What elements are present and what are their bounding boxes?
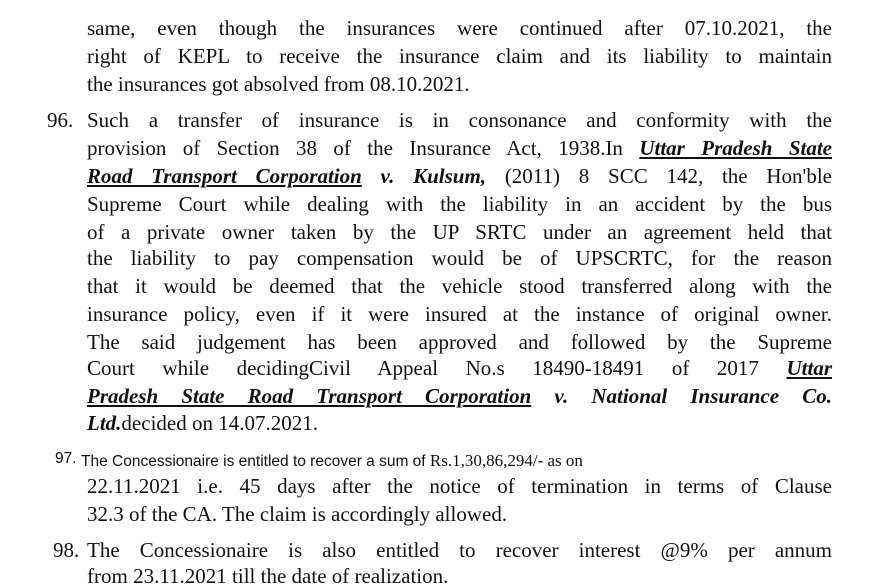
paragraph-96-line-12 (87, 411, 318, 435)
paragraph-96-line-2-text: provision of Section 38 of the Insurance Act, 1938.In (87, 136, 640, 160)
paragraph-96-line-8: insurance policy, even if it were insured at the instance of original owner. (87, 302, 832, 326)
paragraph-98-number: 98. (53, 538, 80, 562)
case-name-kulsum: v. Kulsum, (361, 164, 487, 188)
case-name-uttar-pradesh-part-1: Uttar Pradesh State (639, 136, 832, 160)
paragraph-96-line-10 (87, 356, 832, 380)
paragraph-96-line-6: the liability to pay compensation would be of UPSCRTC, for the reason (87, 246, 832, 270)
paragraph-96-line-5: of a private owner taken by the UP SRTC under an agreement held that (87, 220, 832, 244)
citation-scc: (2011) 8 SCC 142, the Hon'ble (486, 164, 832, 188)
paragraph-96-line-1: Such a transfer of insurance is in consonance and conformity with the (87, 108, 832, 132)
carryover-line-3: the insurances got absolved from 08.10.2021. (87, 72, 470, 96)
carryover-line-2: right of KEPL to receive the insurance claim and its liability to maintain (87, 44, 832, 68)
civil-appeal-text: Court while decidingCivil Appeal No.s 18490-18491 of 2017 (87, 356, 787, 380)
paragraph-97-line-1 (81, 447, 583, 474)
case-name-uttar-pradesh-part-2: Road Transport Corporation (87, 164, 362, 188)
case-name-ltd: Ltd. (87, 411, 122, 435)
case-name-uttar-pradesh-2-part-1: Uttar (786, 356, 832, 380)
paragraph-97-number: 97. (55, 450, 77, 467)
case-name-uttar-pradesh-2-part-2: Pradesh State Road Transport Corporation (87, 384, 532, 408)
paragraph-97-amount: Rs.1,30,86,294/- as on (429, 451, 583, 470)
paragraph-96-line-4: Supreme Court while dealing with the liability in an accident by the bus (87, 192, 832, 216)
paragraph-96-line-9: The said judgement has been approved and followed by the Supreme (87, 330, 832, 354)
paragraph-97-line-1-sans: The Concessionaire is entitled to recover a sum of (81, 453, 430, 470)
paragraph-96-line-11 (87, 384, 832, 408)
paragraph-96-number: 96. (47, 108, 74, 132)
paragraph-98-line-2: from 23.11.2021 till the date of realization. (87, 564, 449, 588)
paragraph-96-line-7: that it would be deemed that the vehicle stood transferred along with the (87, 274, 832, 298)
paragraph-97-line-2: 22.11.2021 i.e. 45 days after the notice of termination in terms of Clause (87, 474, 832, 498)
decision-date-text: decided on 14.07.2021. (121, 411, 318, 435)
paragraph-98-line-1: The Concessionaire is also entitled to recover interest @9% per annum (87, 538, 832, 562)
paragraph-96-line-3 (87, 164, 832, 188)
paragraph-96-line-2 (87, 136, 832, 160)
paragraph-97-line-3: 32.3 of the CA. The claim is accordingly allowed. (87, 502, 508, 526)
case-name-national-insurance: v. National Insurance Co. (531, 384, 832, 408)
carryover-line-1: same, even though the insurances were continued after 07.10.2021, the (87, 16, 832, 40)
